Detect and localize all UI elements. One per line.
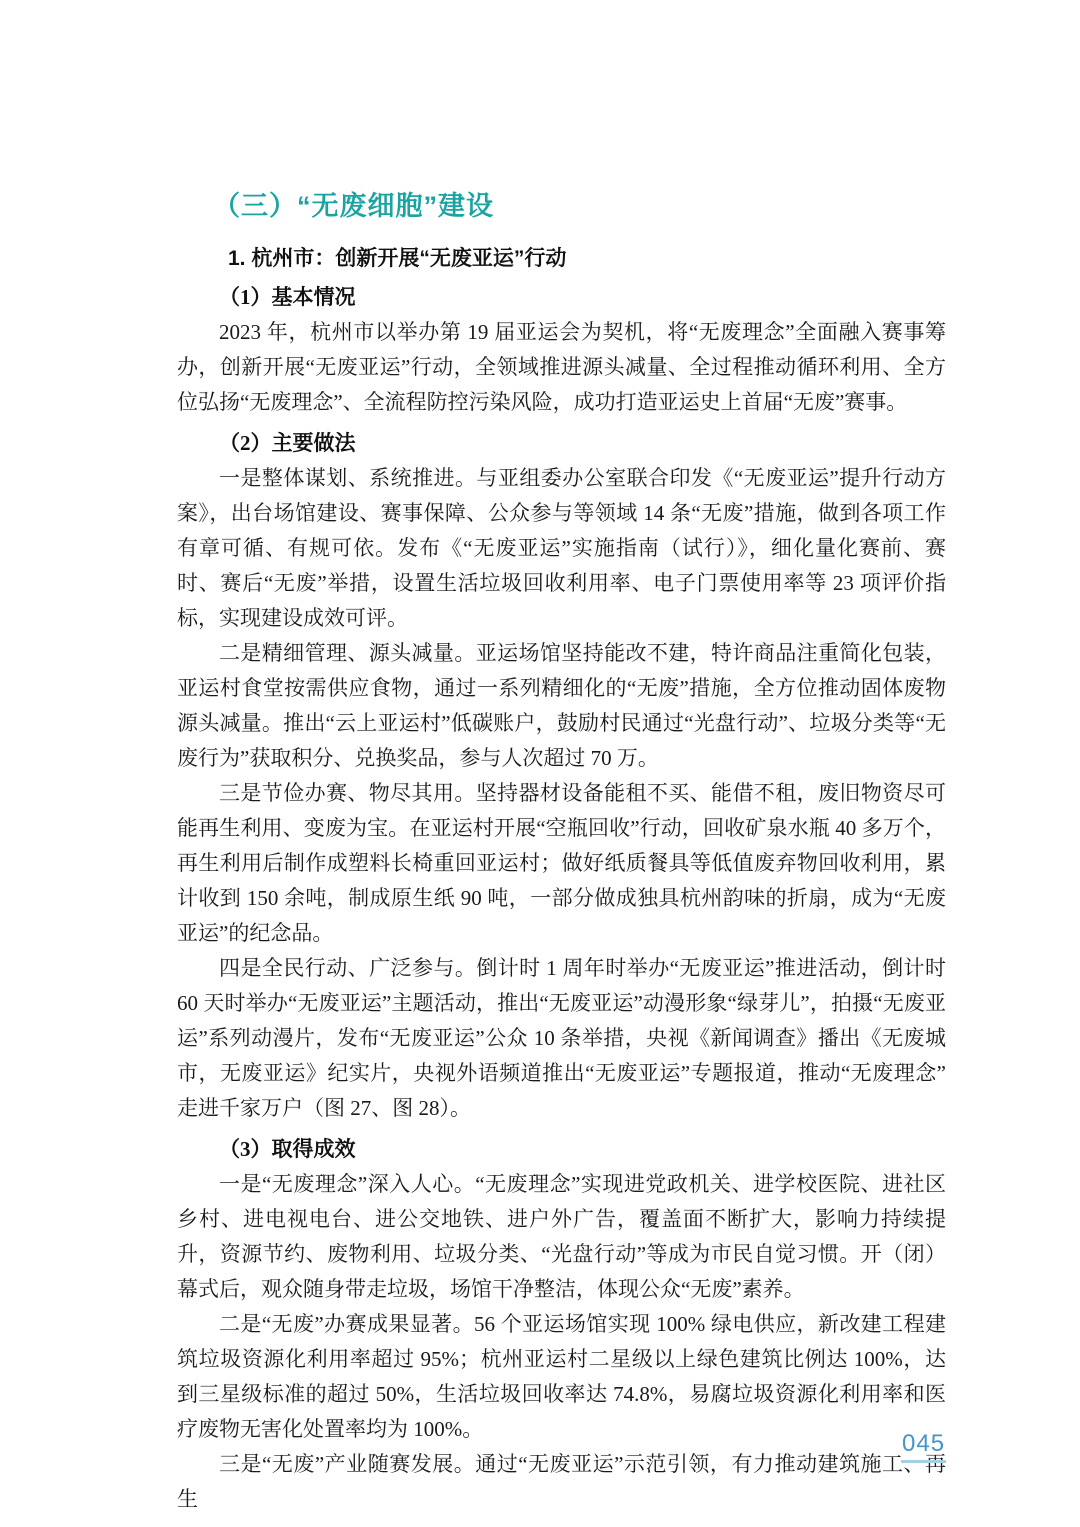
paragraph-achievement-2: 二是“无废”办赛成果显著。56 个亚运场馆实现 100% 绿电供应，新改建工程建筑垃圾资源化利用率超过 95%；杭州亚运村二星级以上绿色建筑比例达 100%，达到三星级标准的超过 50%，生活垃圾回收率达 74.8%，易腐垃圾资源化利用率和医疗废物无害化处置率均为 100%。 [177, 1312, 946, 1441]
part-heading-main-practices: （2）主要做法 [219, 431, 356, 455]
paragraph-practice-4: 四是全民行动、广泛参与。倒计时 1 周年时举办“无废亚运”推进活动，倒计时 60 天时举办“无废亚运”主题活动，推出“无废亚运”动漫形象“绿芽儿”，拍摄“无废亚运”系列动漫片，发布“无废亚运”公众 10 条举措，央视《新闻调查》播出《无废城市，无废亚运》纪实片，央视外语频道推出“无废亚运”专题报道，推动“无废理念”走进千家万户（图 27、图 28）。 [177, 956, 946, 1120]
paragraph-practice-3: 三是节俭办赛、物尽其用。坚持器材设备能租不买、能借不租，废旧物资尽可能再生利用、变废为宝。在亚运村开展“空瓶回收”行动，回收矿泉水瓶 40 多万个，再生利用后制作成塑料长椅重回亚运村；做好纸质餐具等低值废弃物回收利用，累计收到 150 余吨，制成原生纸 90 吨，一部分做成独具杭州韵味的折扇，成为“无废亚运”的纪念品。 [177, 781, 946, 945]
page-number: 045 [901, 1431, 946, 1463]
section-title: （三）“无废细胞”建设 [213, 191, 494, 221]
part-heading-achievements: （3）取得成效 [219, 1137, 356, 1161]
paragraph-achievement-3: 三是“无废”产业随赛发展。通过“无废亚运”示范引领，有力推动建筑施工、再生 [177, 1452, 946, 1511]
paragraph-practice-2: 二是精细管理、源头减量。亚运场馆坚持能改不建，特许商品注重简化包装，亚运村食堂按需供应食物，通过一系列精细化的“无废”措施，全方位推动固体废物源头减量。推出“云上亚运村”低碳账户，鼓励村民通过“光盘行动”、垃圾分类等“无废行为”获取积分、兑换奖品，参与人次超过 70 万。 [177, 641, 946, 770]
paragraph-achievement-1: 一是“无废理念”深入人心。“无废理念”实现进党政机关、进学校医院、进社区乡村、进电视电台、进公交地铁、进户外广告，覆盖面不断扩大，影响力持续提升，资源节约、废物利用、垃圾分类、“光盘行动”等成为市民自觉习惯。开（闭）幕式后，观众随身带走垃圾，场馆干净整洁，体现公众“无废”素养。 [177, 1172, 946, 1301]
paragraph-basic-info: 2023 年，杭州市以举办第 19 届亚运会为契机，将“无废理念”全面融入赛事筹办，创新开展“无废亚运”行动，全领域推进源头减量、全过程推动循环利用、全方位弘扬“无废理念”、全流程防控污染风险，成功打造亚运史上首届“无废”赛事。 [177, 320, 946, 414]
page-content [177, 188, 946, 1517]
part-heading-basic-info: （1）基本情况 [219, 285, 356, 309]
paragraph-practice-1: 一是整体谋划、系统推进。与亚组委办公室联合印发《“无废亚运”提升行动方案》，出台场馆建设、赛事保障、公众参与等领域 14 条“无废”措施，做到各项工作有章可循、有规可依。发布《“无废亚运”实施指南（试行）》，细化量化赛前、赛时、赛后“无废”举措，设置生活垃圾回收利用率、电子门票使用率等 23 项评价指标，实现建设成效可评。 [177, 466, 946, 630]
subsection-title: 1. 杭州市：创新开展“无废亚运”行动 [228, 247, 567, 270]
